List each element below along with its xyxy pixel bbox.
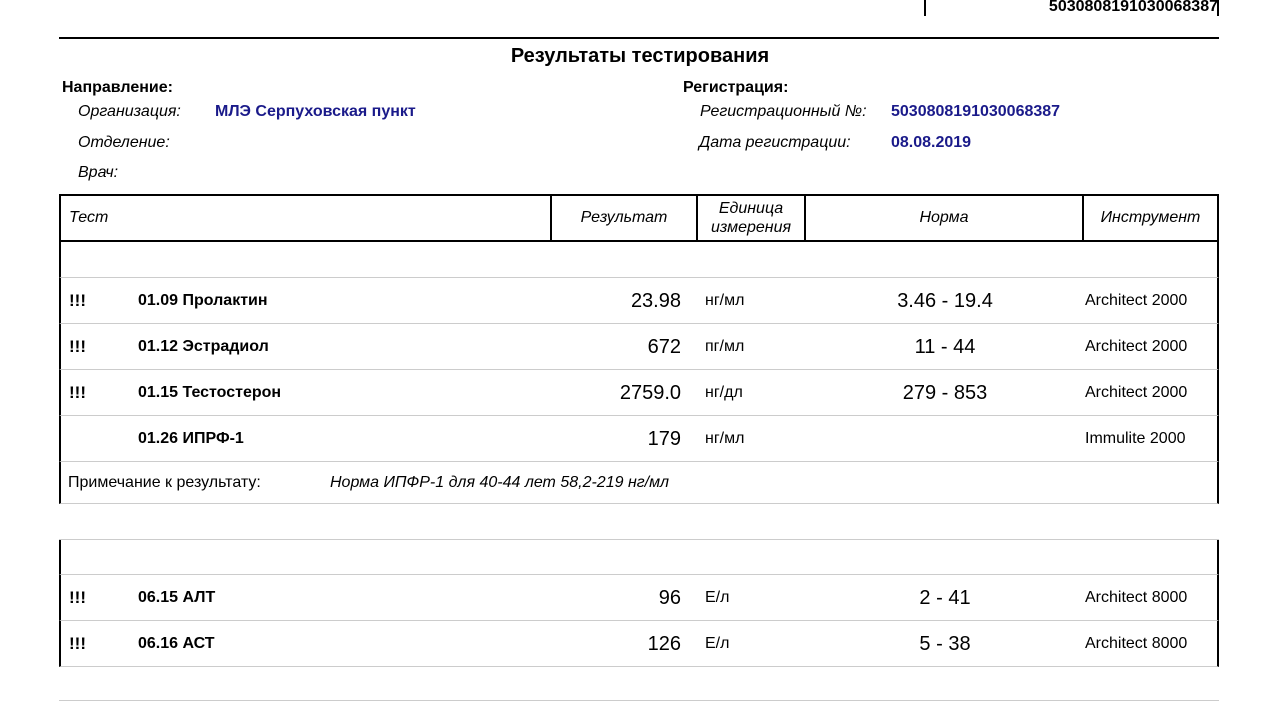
test-norm: 279 - 853 xyxy=(902,381,988,404)
page-title: Результаты тестирования xyxy=(510,45,770,67)
test-norm: 11 - 44 xyxy=(914,335,976,358)
top-divider xyxy=(59,37,1219,39)
reg-date-value: 08.08.2019 xyxy=(891,134,972,151)
test-result: 96 xyxy=(658,586,681,609)
abnormal-flag: !!! xyxy=(69,291,86,310)
test-instrument: Architect 2000 xyxy=(1085,292,1188,309)
abnormal-flag: !!! xyxy=(69,337,86,356)
test-result: 672 xyxy=(647,335,681,358)
test-instrument: Architect 2000 xyxy=(1085,338,1188,355)
test-norm: 2 - 41 xyxy=(919,586,971,609)
test-result: 23.98 xyxy=(630,289,681,312)
test-name: 01.26 ИПРФ-1 xyxy=(138,430,244,447)
direction-heading: Направление: xyxy=(62,79,173,96)
test-name: 01.12 Эстрадиол xyxy=(138,338,269,355)
header-unit-line1: Единица xyxy=(718,200,784,217)
test-instrument: Immulite 2000 xyxy=(1085,430,1186,447)
header-tick-left xyxy=(924,0,926,16)
table-row xyxy=(59,575,1219,621)
header-norm: Норма xyxy=(919,209,969,226)
doctor-label: Врач: xyxy=(78,164,119,181)
test-name: 06.16 АСТ xyxy=(138,635,215,652)
note-label: Примечание к результату: xyxy=(68,474,261,491)
test-name: 01.09 Пролактин xyxy=(138,292,268,309)
abnormal-flag: !!! xyxy=(69,588,86,607)
org-label: Организация: xyxy=(78,103,181,120)
header-test: Тест xyxy=(69,209,109,226)
table-row xyxy=(59,278,1219,324)
note-text: Норма ИПФР-1 для 40-44 лет 58,2-219 нг/мл xyxy=(330,474,670,491)
test-result: 179 xyxy=(647,427,681,450)
reg-number-label: Регистрационный №: xyxy=(700,103,867,120)
bottom-divider xyxy=(59,700,1219,701)
test-unit: нг/дл xyxy=(705,384,743,401)
header-unit xyxy=(698,196,804,240)
test-name: 06.15 АЛТ xyxy=(138,589,216,606)
header-instrument: Инструмент xyxy=(1100,209,1201,226)
group-spacer-row xyxy=(59,242,1219,278)
results-table xyxy=(59,194,1219,504)
org-value: МЛЭ Серпуховская пункт xyxy=(215,103,416,120)
test-norm: 3.46 - 19.4 xyxy=(897,289,993,312)
dept-label: Отделение: xyxy=(78,134,170,151)
test-unit: Е/л xyxy=(705,635,730,652)
abnormal-flag: !!! xyxy=(69,634,86,653)
table-row xyxy=(59,370,1219,416)
test-unit: нг/мл xyxy=(705,292,745,309)
table-header xyxy=(59,194,1219,242)
test-unit: нг/мл xyxy=(705,430,745,447)
test-unit: пг/мл xyxy=(705,338,745,355)
abnormal-flag: !!! xyxy=(69,383,86,402)
test-norm xyxy=(805,416,1085,462)
test-result: 126 xyxy=(647,632,681,655)
table-row xyxy=(59,324,1219,370)
registration-heading: Регистрация: xyxy=(683,79,789,96)
test-name: 01.15 Тестостерон xyxy=(138,384,282,401)
result-note-row xyxy=(59,462,1219,504)
table-row xyxy=(59,416,1219,462)
reg-date-label: Дата регистрации: xyxy=(699,134,851,151)
test-instrument: Architect 2000 xyxy=(1085,384,1188,401)
top-registration-number: 5030808191030068387 xyxy=(1048,0,1218,15)
reg-number-value: 5030808191030068387 xyxy=(891,103,1061,120)
test-unit: Е/л xyxy=(705,589,730,606)
header-unit-line2: измерения xyxy=(710,219,792,236)
test-instrument: Architect 8000 xyxy=(1085,589,1188,606)
test-result: 2759.0 xyxy=(619,381,681,404)
test-instrument: Architect 8000 xyxy=(1085,635,1188,652)
group-spacer-row xyxy=(59,540,1219,575)
table-row xyxy=(59,621,1219,667)
header-result: Результат xyxy=(580,209,668,226)
test-norm: 5 - 38 xyxy=(919,632,971,655)
results-table-group2 xyxy=(59,539,1219,667)
